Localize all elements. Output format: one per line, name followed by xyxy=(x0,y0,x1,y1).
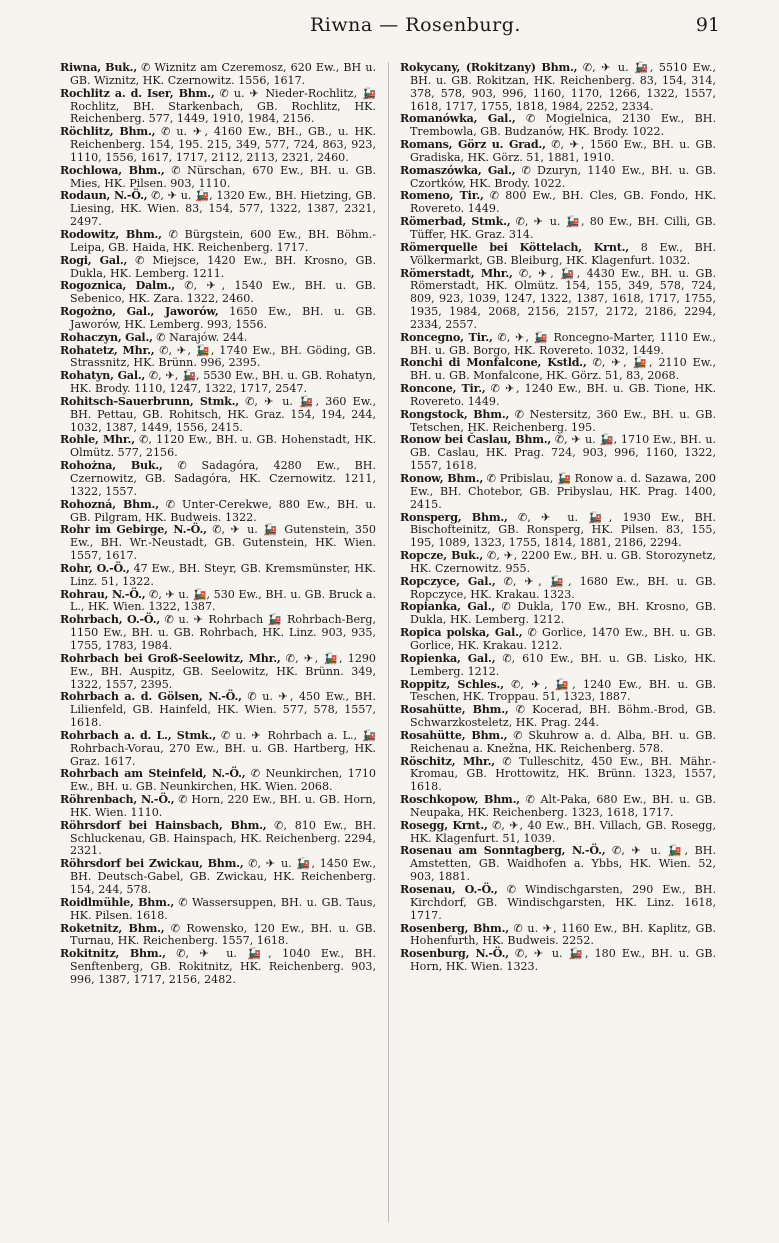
place-name: Rosenburg, N.-Ö., xyxy=(400,947,509,961)
entry-details: ✆, ✈ u. 🚂, 80 Ew., BH. Cilli, GB. Tüffer, HK. Graz. 314. xyxy=(410,215,716,241)
gazetteer-entry xyxy=(400,242,716,268)
gazetteer-entry xyxy=(60,165,376,191)
place-name: Roketnitz, Bhm., xyxy=(60,921,165,935)
place-name: Rohozná, Bhm., xyxy=(60,497,159,511)
place-name: Römerquelle bei Köttelach, Krnt., xyxy=(400,240,629,254)
gazetteer-entry xyxy=(60,794,376,820)
entry-details: ✆, 810 Ew., BH. Schluckenau, GB. Hainspach, HK. Reichenberg. 2294, 2321. xyxy=(70,818,376,858)
entry-details: ✆ u. ✈, 1160 Ew., BH. Kaplitz, GB. Hohenfurth, HK. Budweis. 2252. xyxy=(410,921,716,948)
gazetteer-entry xyxy=(60,614,376,653)
entry-details: ✆ Nürschan, 670 Ew., BH. u. GB. Mies, HK. Pilsen. 903, 1110. xyxy=(70,163,377,190)
place-name: Rochlowa, Bhm., xyxy=(60,163,165,177)
entry-details: ✆ Dzuryn, 1140 Ew., BH. u. GB. Czortków, HK. Brody. 1022. xyxy=(410,163,717,190)
place-name: Roschkopow, Bhm., xyxy=(400,793,520,807)
place-name: Römerstadt, Mhr., xyxy=(400,266,513,280)
gazetteer-entry xyxy=(60,563,376,589)
entry-details: ✆ Kocerad, BH. Böhm.-Brod, GB. Schwarzkosteletz, HK. Prag. 244. xyxy=(410,703,716,730)
entry-details: ✆, ✈ u. 🚂, 530 Ew., BH. u. GB. Bruck a. L., HK. Wien. 1322, 1387. xyxy=(70,587,376,614)
gazetteer-entry xyxy=(60,858,376,897)
place-name: Röhrsdorf bei Hainsbach, Bhm., xyxy=(60,818,267,832)
gazetteer-entry xyxy=(400,434,716,473)
page-number: 91 xyxy=(695,14,720,36)
gazetteer-entry xyxy=(60,434,376,460)
place-name: Rohrbach a. d. Gölsen, N.-Ö., xyxy=(60,690,242,704)
gazetteer-entry xyxy=(400,383,716,409)
entry-details: ✆ Mogielnica, 2130 Ew., BH. Trembowla, GB. Budzanów, HK. Brody. 1022. xyxy=(410,112,717,139)
gazetteer-entry xyxy=(400,923,716,949)
gazetteer-entry xyxy=(60,499,376,525)
entry-details: ✆, ✈ u. 🚂, 180 Ew., BH. u. GB. Horn, HK. Wien. 1323. xyxy=(410,947,717,974)
place-name: Rohożna, Buk., xyxy=(60,459,163,473)
place-name: Rosenau, O.-Ö., xyxy=(400,883,498,896)
entry-details: ✆, ✈ u. 🚂, 360 Ew., BH. Pettau, GB. Rohitsch, HK. Graz. 154, 194, 244, 1032, 1387, 1449, 1556, 2415. xyxy=(70,394,376,434)
place-name: Ronsperg, Bhm., xyxy=(400,510,508,524)
entry-details: ✆, ✈, 🚂, 1680 Ew., BH. u. GB. Ropczyce, HK. Krakau. 1323. xyxy=(410,574,716,601)
gazetteer-entry xyxy=(400,550,716,576)
entry-details: ✆, ✈, 🚂, 4430 Ew., BH. u. GB. Römerstadt, HK. Olmütz. 154, 155, 349, 578, 724, 809, 923, 1039, 1247, 1322, 1387, 1618, 1717, 1755, 1935, 1984, 2068, 2156, 2157, 2172, 2186, 2294, 2334, 2557. xyxy=(410,266,716,331)
entry-details: ✆ u. ✈, 4160 Ew., BH., GB., u. HK. Reichenberg. 154, 195. 215, 349, 577, 724, 863, 923, 1110, 1556, 1617, 1717, 2112, 2113, 2321, 2460. xyxy=(70,125,376,164)
place-name: Romaszówka, Gal., xyxy=(400,163,516,177)
gazetteer-entry xyxy=(60,460,376,499)
place-name: Rohrbach, O.-Ö., xyxy=(60,613,161,627)
gazetteer-entry xyxy=(60,820,376,859)
gazetteer-entry xyxy=(400,113,716,139)
place-name: Ropczyce, Gal., xyxy=(400,574,496,588)
gazetteer-entry xyxy=(400,512,716,551)
entry-details: ✆ Bürgstein, 600 Ew., BH. Böhm.-Leipa, GB. Haida, HK. Reichenberg. 1717. xyxy=(70,227,376,254)
gazetteer-entry xyxy=(60,229,376,255)
gazetteer-entry xyxy=(60,691,376,730)
place-name: Röschitz, Mhr., xyxy=(400,754,495,768)
entry-details: ✆, ✈ u. 🚂 Gutenstein, 350 Ew., BH. Wr.-Neustadt, GB. Gutenstein, HK. Wien. 1557, 1617. xyxy=(70,523,376,563)
entry-details: 1650 Ew., BH. u. GB. Jaworów, HK. Lemberg. 993, 1556. xyxy=(70,305,376,331)
place-name: Rohitsch-Sauerbrunn, Stmk., xyxy=(60,394,239,408)
gazetteer-entry xyxy=(60,524,376,563)
left-column xyxy=(60,62,376,987)
gazetteer-entry xyxy=(60,589,376,615)
gazetteer-entry xyxy=(60,923,376,949)
entry-details: ✆ Alt-Paka, 680 Ew., BH. u. GB. Neupaka, HK. Reichenberg. 1323, 1618, 1717. xyxy=(410,793,716,819)
place-name: Roidlmühle, Bhm., xyxy=(60,895,174,909)
gazetteer-entry xyxy=(400,679,716,705)
entry-details: ✆ u. ✈ Nieder-Rochlitz, 🚂 Rochlitz, BH. Starkenbach, GB. Rochlitz, HK. Reichenberg. 577, 1449, 1910, 1984, 2156. xyxy=(70,86,376,126)
place-name: Ropcze, Buk., xyxy=(400,549,483,563)
entry-details: ✆ Miejsce, 1420 Ew., BH. Krosno, GB. Dukla, HK. Lemberg. 1211. xyxy=(70,253,376,280)
gazetteer-entry xyxy=(60,730,376,769)
entry-details: ✆ u. ✈ Rohrbach a. L., 🚂 Rohrbach-Vorau, 270 Ew., BH. u. GB. Hartberg, HK. Graz. 1617. xyxy=(70,728,376,768)
place-name: Rohle, Mhr., xyxy=(60,433,135,447)
entry-details: ✆, ✈, 1540 Ew., BH. u. GB. Sebenico, HK. Zara. 1322, 2460. xyxy=(70,279,376,306)
gazetteer-entry xyxy=(60,280,376,306)
place-name: Ropica polska, Gal., xyxy=(400,626,523,640)
entry-details: 47 Ew., BH. Steyr, GB. Kremsmünster, HK. Linz. 51, 1322. xyxy=(70,561,376,588)
gazetteer-entry xyxy=(400,357,716,383)
gazetteer-entry xyxy=(400,139,716,165)
place-name: Rosenberg, Bhm., xyxy=(400,921,509,935)
place-name: Roncegno, Tir., xyxy=(400,330,493,344)
gazetteer-entry xyxy=(400,845,716,884)
gazetteer-entry xyxy=(60,897,376,923)
place-name: Rosegg, Krnt., xyxy=(400,818,488,832)
place-name: Rohr, O.-Ö., xyxy=(60,561,130,575)
place-name: Rohrau, N.-Ö., xyxy=(60,587,146,601)
gazetteer-entry xyxy=(400,601,716,627)
gazetteer-entry xyxy=(400,190,716,216)
gazetteer-entry xyxy=(400,730,716,756)
place-name: Rokycany, (Rokitzany) Bhm., xyxy=(400,61,578,74)
gazetteer-entry xyxy=(400,576,716,602)
gazetteer-entry xyxy=(60,370,376,396)
entry-details: ✆ Wassersuppen, BH. u. GB. Taus, HK. Pilsen. 1618. xyxy=(70,895,376,922)
entry-details: ✆, ✈ u. 🚂, 1930 Ew., BH. Bischofteinitz, GB. Ronsperg, HK. Pilsen. 83, 155, 195, 1089, 1323, 1755, 1814, 1881, 2186, 2294. xyxy=(410,510,717,550)
entry-details: ✆ Neunkirchen, 1710 Ew., BH. u. GB. Neunkirchen, HK. Wien. 2068. xyxy=(70,767,376,794)
entry-details: ✆ Rowensko, 120 Ew., BH. u. GB. Turnau, HK. Reichenberg. 1557, 1618. xyxy=(70,921,376,948)
gazetteer-entry xyxy=(400,216,716,242)
place-name: Romanówka, Gal., xyxy=(400,112,516,126)
place-name: Romans, Görz u. Grad., xyxy=(400,138,546,152)
place-name: Rohatetz, Mhr., xyxy=(60,343,155,357)
place-name: Rochlitz a. d. Iser, Bhm., xyxy=(60,86,215,100)
gazetteer-entry xyxy=(400,756,716,795)
place-name: Rohrbach am Steinfeld, N.-Ö., xyxy=(60,767,246,781)
entry-details: ✆, ✈, 2200 Ew., BH. u. GB. Storozynetz, HK. Czernowitz. 955. xyxy=(410,549,716,575)
gazetteer-entry xyxy=(400,884,716,923)
running-title: Riwna — Rosenburg. xyxy=(310,14,521,36)
entry-details: ✆ Pribislau, 🚂 Ronow a. d. Sazawa, 200 Ew., BH. Chotebor, GB. Pribyslau, HK. Prag. 1400, 2415. xyxy=(410,472,716,511)
place-name: Röhrenbach, N.-Ö., xyxy=(60,793,175,807)
place-name: Ronchi di Monfalcone, Kstld., xyxy=(400,356,587,370)
gazetteer-entry xyxy=(400,409,716,435)
gazetteer-entry xyxy=(60,88,376,127)
entry-details: ✆, ✈ u. 🚂, 1710 Ew., BH. u. GB. Caslau, HK. Prag. 724, 903, 996, 1160, 1322, 1557, 1618. xyxy=(410,433,716,473)
gazetteer-entry xyxy=(60,62,376,88)
place-name: Ropienka, Gal., xyxy=(400,651,496,665)
right-column xyxy=(400,62,716,974)
place-name: Rodaun, N.-Ö., xyxy=(60,189,148,203)
entry-details: ✆, ✈, 🚂, 5530 Ew., BH. u. GB. Rohatyn, HK. Brody. 1110, 1247, 1322, 1717, 2547. xyxy=(70,369,376,396)
place-name: Rohaczyn, Gal., xyxy=(60,330,153,344)
place-name: Roppitz, Schles., xyxy=(400,677,504,691)
gazetteer-entry xyxy=(400,473,716,512)
entry-details: ✆, ✈ u. 🚂, BH. Amstetten, GB. Waidhofen a. Ybbs, HK. Wien. 52, 903, 1881. xyxy=(410,844,716,884)
gazetteer-entry xyxy=(60,396,376,435)
gazetteer-entry xyxy=(400,948,716,974)
place-name: Rodowitz, Bhm., xyxy=(60,227,162,241)
entry-details: ✆ u. ✈, 450 Ew., BH. Lilienfeld, GB. Hainfeld, HK. Wien. 577, 578, 1557, 1618. xyxy=(70,690,376,730)
entry-details: ✆, ✈, 40 Ew., BH. Villach, GB. Rosegg, HK. Klagenfurt. 51, 1039. xyxy=(410,818,716,845)
entry-details: ✆, ✈ u. 🚂, 1450 Ew., BH. Deutsch-Gabel, GB. Zwickau, HK. Reichenberg. 154, 244, 578. xyxy=(70,857,377,896)
gazetteer-entry xyxy=(60,255,376,281)
place-name: Ropianka, Gal., xyxy=(400,600,496,614)
entry-details: ✆ Gorlice, 1470 Ew., BH. u. GB. Gorlice, HK. Krakau. 1212. xyxy=(410,626,716,652)
place-name: Riwna, Buk., xyxy=(60,61,138,74)
place-name: Römerbad, Stmk., xyxy=(400,215,511,229)
place-name: Romeno, Tir., xyxy=(400,189,484,203)
place-name: Ronow bei Časlau, Bhm., xyxy=(400,433,552,447)
column-divider xyxy=(388,62,389,1222)
entry-details: ✆, ✈, 🚂, 1740 Ew., BH. Göding, GB. Strassnitz, HK. Brünn. 996, 2395. xyxy=(70,343,376,370)
gazetteer-entry xyxy=(60,126,376,165)
entry-details: ✆ Nestersitz, 360 Ew., BH. u. GB. Tetschen, HK. Reichenberg. 195. xyxy=(410,407,716,434)
gazetteer-entry xyxy=(60,306,376,332)
gazetteer-entry xyxy=(400,62,716,113)
gazetteer-entry xyxy=(400,794,716,820)
entry-details: ✆ Skuhrow a. d. Alba, BH. u. GB. Reichenau a. Knežna, HK. Reichenberg. 578. xyxy=(410,728,717,755)
entry-details: ✆, ✈, 🚂, 2110 Ew., BH. u. GB. Monfalcone, HK. Görz. 51, 83, 2068. xyxy=(410,356,716,383)
entry-details: ✆, ✈ u. 🚂, 1320 Ew., BH. Hietzing, GB. Liesing, HK. Wien. 83, 154, 577, 1322, 1387, 2321, 2497. xyxy=(70,189,376,229)
gazetteer-entry xyxy=(400,268,716,332)
gazetteer-entry xyxy=(400,165,716,191)
place-name: Rosahütte, Bhm., xyxy=(400,703,509,717)
entry-details: ✆ ✈, 1240 Ew., BH. u. GB. Tione, HK. Rovereto. 1449. xyxy=(410,382,716,408)
gazetteer-entry xyxy=(400,653,716,679)
entry-details: ✆ 800 Ew., BH. Cles, GB. Fondo, HK. Rovereto. 1449. xyxy=(410,189,716,216)
gazetteer-entry xyxy=(400,627,716,653)
place-name: Rosenau am Sonntagberg, N.-Ö., xyxy=(400,844,606,858)
place-name: Rogożno, Gal., Jaworów, xyxy=(60,305,219,319)
place-name: Rokitnitz, Bhm., xyxy=(60,947,166,961)
place-name: Röhrsdorf bei Zwickau, Bhm., xyxy=(60,857,244,871)
entry-details: ✆, 610 Ew., BH. u. GB. Lisko, HK. Lemberg. 1212. xyxy=(410,651,716,678)
entry-details: ✆ Dukla, 170 Ew., BH. Krosno, GB. Dukla, HK. Lemberg. 1212. xyxy=(410,600,716,627)
entry-details: ✆ Windischgarsten, 290 Ew., BH. Kirchdorf, GB. Windischgarsten, HK. Linz. 1618, 1717. xyxy=(410,883,716,922)
entry-details: ✆, ✈ u. 🚂, 5510 Ew., BH. u. GB. Rokitzan, HK. Reichenberg. 83, 154, 314, 378, 578, 903, 996, 1160, 1170, 1266, 1322, 1557, 1618, 1717, 1755, 1818, 1984, 2252, 2334. xyxy=(410,61,716,113)
place-name: Röchlitz, Bhm., xyxy=(60,125,156,139)
entry-details: 8 Ew., BH. Völkermarkt, GB. Bleiburg, HK. Klagenfurt. 1032. xyxy=(410,240,716,267)
entry-details: ✆ Narajów. 244. xyxy=(152,330,248,344)
place-name: Rohr im Gebirge, N.-Ö., xyxy=(60,523,207,537)
entry-details: ✆, ✈, 🚂, 1290 Ew., BH. Auspitz, GB. Seelowitz, HK. Brünn. 349, 1322, 1557, 2395. xyxy=(70,651,376,691)
gazetteer-entry xyxy=(400,704,716,730)
place-name: Rohrbach bei Groß-Seelowitz, Mhr., xyxy=(60,651,281,665)
place-name: Rogi, Gal., xyxy=(60,253,128,267)
entry-details: ✆ Wiznitz am Czeremosz, 620 Ew., BH u. GB. Wiznitz, HK. Czernowitz. 1556, 1617. xyxy=(70,61,376,87)
gazetteer-entry xyxy=(60,653,376,692)
entry-details: ✆, ✈, 🚂 Roncegno-Marter, 1110 Ew., BH. u. GB. Borgo, HK. Rovereto. 1032, 1449. xyxy=(410,330,716,357)
place-name: Rohatyn, Gal., xyxy=(60,369,146,383)
place-name: Rohrbach a. d. L., Stmk., xyxy=(60,728,216,742)
entry-details: ✆, 1120 Ew., BH. u. GB. Hohenstadt, HK. Olmütz. 577, 2156. xyxy=(70,433,376,460)
entry-details: ✆, ✈ u. 🚂, 1040 Ew., BH. Senftenberg, GB. Rokitnitz, HK. Reichenberg. 903, 996, 1387, 1717, 2156, 2482. xyxy=(70,947,376,986)
entry-details: ✆ Horn, 220 Ew., BH. u. GB. Horn, HK. Wien. 1110. xyxy=(70,793,376,819)
page-header xyxy=(60,14,720,42)
entry-details: ✆, ✈, 1560 Ew., BH. u. GB. Gradiska, HK. Görz. 51, 1881, 1910. xyxy=(410,138,716,164)
place-name: Rosahütte, Bhm., xyxy=(400,728,508,742)
entry-details: ✆ Sadagóra, 4280 Ew., BH. Czernowitz, GB. Sadagóra, HK. Czernowitz. 1211, 1322, 1557. xyxy=(70,459,376,498)
gazetteer-entry xyxy=(60,768,376,794)
gazetteer-entry xyxy=(400,820,716,846)
gazetteer-entry xyxy=(400,332,716,358)
gazetteer-entry xyxy=(60,190,376,229)
place-name: Rongstock, Bhm., xyxy=(400,407,510,421)
entry-details: ✆ Unter-Cerekwe, 880 Ew., BH. u. GB. Pilgram, HK. Budweis. 1322. xyxy=(70,497,376,524)
entry-details: ✆ Tulleschitz, 450 Ew., BH. Mähr.-Kromau, GB. Hrottowitz, HK. Brünn. 1323, 1557, 1618. xyxy=(410,754,717,794)
gazetteer-entry xyxy=(60,345,376,371)
place-name: Rogoznica, Dalm., xyxy=(60,279,175,293)
place-name: Ronow, Bhm., xyxy=(400,472,484,485)
place-name: Roncone, Tir., xyxy=(400,382,486,396)
entry-details: ✆, ✈, 🚂, 1240 Ew., BH. u. GB. Teschen, HK. Troppau. 51, 1323, 1887. xyxy=(410,677,716,704)
entry-details: ✆ u. ✈ Rohrbach 🚂 Rohrbach-Berg, 1150 Ew., BH. u. GB. Rohrbach, HK. Linz. 903, 935, 1755, 1783, 1984. xyxy=(70,613,376,652)
gazetteer-entry xyxy=(60,948,376,987)
